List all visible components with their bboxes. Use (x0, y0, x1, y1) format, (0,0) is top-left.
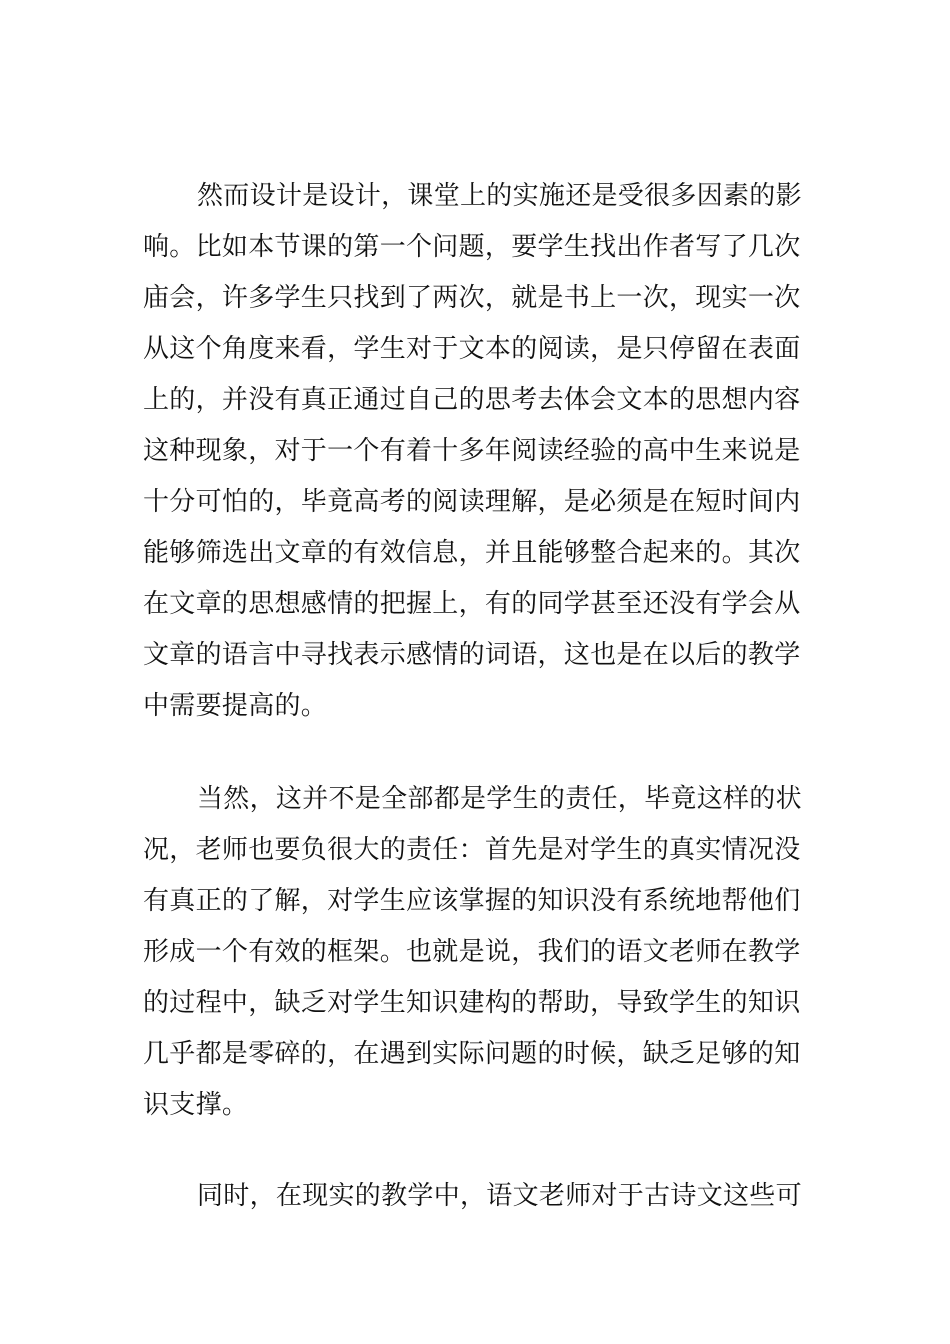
paragraph-1-line-3: 庙会，许多学生只找到了两次，就是书上一次，现实一次 (143, 283, 801, 313)
paragraph-2-line-3: 有真正的了解，对学生应该掌握的知识没有系统地帮他们 (143, 886, 801, 916)
paragraph-1-line-1: 然而设计是设计，课堂上的实施还是受很多因素的影 (197, 181, 802, 211)
paragraph-1-line-11: 中需要提高的。 (143, 691, 328, 721)
paragraph-2-line-6: 几乎都是零碎的，在遇到实际问题的时候，缺乏足够的知 (143, 1039, 801, 1069)
paragraph-1-line-6: 这种现象，对于一个有着十多年阅读经验的高中生来说是 (143, 436, 801, 466)
paragraph-3-line-1: 同时，在现实的教学中，语文老师对于古诗文这些可 (197, 1181, 802, 1211)
paragraph-1-line-7: 十分可怕的，毕竟高考的阅读理解，是必须是在短时间内 (143, 487, 801, 517)
paragraph-1-line-4: 从这个角度来看，学生对于文本的阅读，是只停留在表面 (143, 334, 801, 364)
paragraph-2-line-2: 况，老师也要负很大的责任：首先是对学生的真实情况没 (143, 835, 801, 865)
paragraph-1-line-2: 响。比如本节课的第一个问题，要学生找出作者写了几次 (143, 232, 801, 262)
paragraph-1-line-8: 能够筛选出文章的有效信息，并且能够整合起来的。其次 (143, 538, 801, 568)
paragraph-1-line-10: 文章的语言中寻找表示感情的词语，这也是在以后的教学 (143, 640, 801, 670)
paragraph-1-line-9: 在文章的思想感情的把握上，有的同学甚至还没有学会从 (143, 589, 801, 619)
paragraph-2-line-7: 识支撑。 (143, 1090, 249, 1120)
paragraph-2-line-1: 当然，这并不是全部都是学生的责任，毕竟这样的状 (197, 784, 802, 814)
paragraph-2-line-5: 的过程中，缺乏对学生知识建构的帮助，导致学生的知识 (143, 988, 801, 1018)
paragraph-2-line-4: 形成一个有效的框架。也就是说，我们的语文老师在教学 (143, 937, 801, 967)
paragraph-1-line-5: 上的，并没有真正通过自己的思考去体会文本的思想内容 (143, 385, 801, 415)
